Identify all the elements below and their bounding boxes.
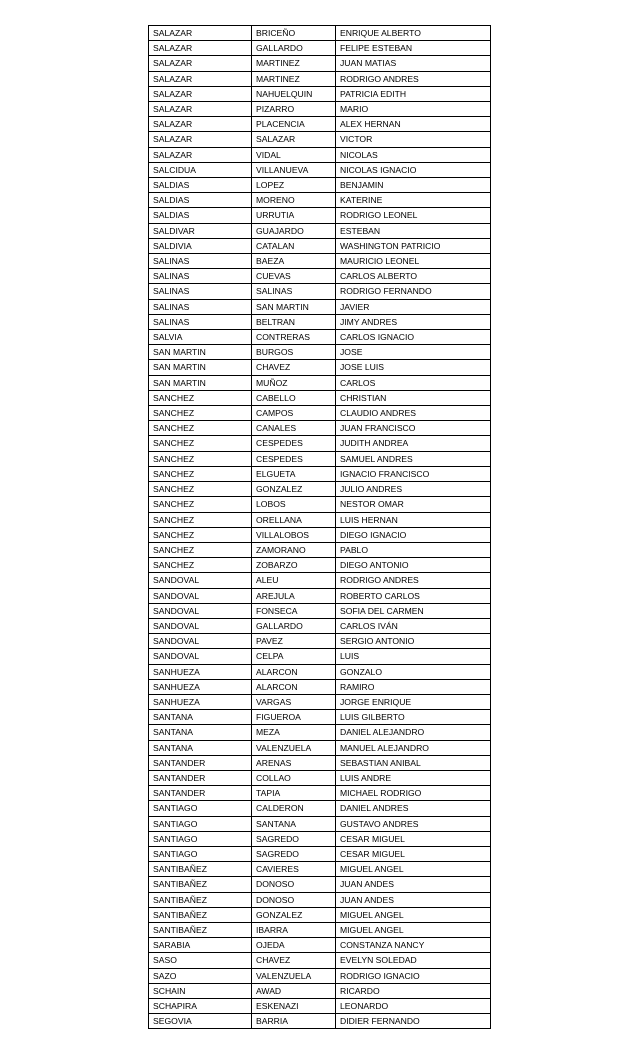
second-surname-cell: SAN MARTIN <box>252 299 336 314</box>
first-surname-cell: SAZO <box>149 968 252 983</box>
given-names-cell: DIEGO ANTONIO <box>336 558 491 573</box>
table-row <box>149 694 491 709</box>
first-surname-cell: SALDIVAR <box>149 223 252 238</box>
second-surname-cell: OJEDA <box>252 938 336 953</box>
given-names-cell: CARLOS IGNACIO <box>336 330 491 345</box>
first-surname-cell: SALAZAR <box>149 26 252 41</box>
second-surname-cell: ESKENAZI <box>252 999 336 1014</box>
given-names-cell: IGNACIO FRANCISCO <box>336 466 491 481</box>
given-names-cell: MAURICIO LEONEL <box>336 254 491 269</box>
table-row <box>149 375 491 390</box>
table-row <box>149 117 491 132</box>
given-names-cell: RODRIGO LEONEL <box>336 208 491 223</box>
first-surname-cell: SANDOVAL <box>149 618 252 633</box>
table-row <box>149 1014 491 1029</box>
given-names-cell: MIGUEL ANGEL <box>336 907 491 922</box>
table-row <box>149 649 491 664</box>
second-surname-cell: SALAZAR <box>252 132 336 147</box>
names-table-body <box>149 26 491 1029</box>
first-surname-cell: SALAZAR <box>149 102 252 117</box>
second-surname-cell: BRICEÑO <box>252 26 336 41</box>
table-row <box>149 406 491 421</box>
first-surname-cell: SALINAS <box>149 299 252 314</box>
first-surname-cell: SANDOVAL <box>149 649 252 664</box>
given-names-cell: MIGUEL ANGEL <box>336 862 491 877</box>
table-row <box>149 497 491 512</box>
first-surname-cell: SANTANDER <box>149 786 252 801</box>
first-surname-cell: SANTIBAÑEZ <box>149 877 252 892</box>
table-row <box>149 588 491 603</box>
second-surname-cell: FIGUEROA <box>252 710 336 725</box>
first-surname-cell: SANDOVAL <box>149 588 252 603</box>
given-names-cell: LUIS GILBERTO <box>336 710 491 725</box>
first-surname-cell: SALVIA <box>149 330 252 345</box>
first-surname-cell: SANCHEZ <box>149 542 252 557</box>
first-surname-cell: SANDOVAL <box>149 573 252 588</box>
given-names-cell: DANIEL ANDRES <box>336 801 491 816</box>
first-surname-cell: SANTIBAÑEZ <box>149 907 252 922</box>
given-names-cell: JUAN FRANCISCO <box>336 421 491 436</box>
given-names-cell: ALEX HERNAN <box>336 117 491 132</box>
second-surname-cell: MEZA <box>252 725 336 740</box>
given-names-cell: JUAN ANDES <box>336 877 491 892</box>
first-surname-cell: SALDIAS <box>149 208 252 223</box>
second-surname-cell: BURGOS <box>252 345 336 360</box>
first-surname-cell: SALAZAR <box>149 41 252 56</box>
table-row <box>149 86 491 101</box>
second-surname-cell: IBARRA <box>252 922 336 937</box>
first-surname-cell: SANTIAGO <box>149 846 252 861</box>
second-surname-cell: VILLANUEVA <box>252 162 336 177</box>
given-names-cell: GUSTAVO ANDRES <box>336 816 491 831</box>
given-names-cell: JOSE LUIS <box>336 360 491 375</box>
second-surname-cell: VILLALOBOS <box>252 527 336 542</box>
table-row <box>149 482 491 497</box>
second-surname-cell: NAHUELQUIN <box>252 86 336 101</box>
given-names-cell: CLAUDIO ANDRES <box>336 406 491 421</box>
given-names-cell: MIGUEL ANGEL <box>336 922 491 937</box>
first-surname-cell: SAN MARTIN <box>149 345 252 360</box>
second-surname-cell: CAMPOS <box>252 406 336 421</box>
first-surname-cell: SANTIAGO <box>149 831 252 846</box>
second-surname-cell: CANALES <box>252 421 336 436</box>
given-names-cell: JUAN ANDES <box>336 892 491 907</box>
given-names-cell: JULIO ANDRES <box>336 482 491 497</box>
first-surname-cell: SANHUEZA <box>149 694 252 709</box>
first-surname-cell: SANTIBAÑEZ <box>149 892 252 907</box>
first-surname-cell: SALCIDUA <box>149 162 252 177</box>
given-names-cell: NICOLAS <box>336 147 491 162</box>
given-names-cell: RODRIGO IGNACIO <box>336 968 491 983</box>
table-row <box>149 208 491 223</box>
given-names-cell: ROBERTO CARLOS <box>336 588 491 603</box>
table-row <box>149 527 491 542</box>
first-surname-cell: SEGOVIA <box>149 1014 252 1029</box>
first-surname-cell: SANCHEZ <box>149 390 252 405</box>
table-row <box>149 603 491 618</box>
table-row <box>149 132 491 147</box>
table-row <box>149 542 491 557</box>
given-names-cell: JAVIER <box>336 299 491 314</box>
first-surname-cell: SANTANDER <box>149 770 252 785</box>
second-surname-cell: CHAVEZ <box>252 360 336 375</box>
first-surname-cell: SALINAS <box>149 254 252 269</box>
table-row <box>149 102 491 117</box>
given-names-cell: DIDIER FERNANDO <box>336 1014 491 1029</box>
second-surname-cell: CESPEDES <box>252 436 336 451</box>
table-row <box>149 284 491 299</box>
first-surname-cell: SANCHEZ <box>149 406 252 421</box>
second-surname-cell: SAGREDO <box>252 831 336 846</box>
second-surname-cell: COLLAO <box>252 770 336 785</box>
second-surname-cell: ZOBARZO <box>252 558 336 573</box>
given-names-cell: ENRIQUE ALBERTO <box>336 26 491 41</box>
table-row <box>149 953 491 968</box>
table-row <box>149 999 491 1014</box>
second-surname-cell: GALLARDO <box>252 618 336 633</box>
given-names-cell: VICTOR <box>336 132 491 147</box>
first-surname-cell: SALDIAS <box>149 193 252 208</box>
given-names-cell: CARLOS ALBERTO <box>336 269 491 284</box>
second-surname-cell: AREJULA <box>252 588 336 603</box>
given-names-cell: JOSE <box>336 345 491 360</box>
first-surname-cell: SARABIA <box>149 938 252 953</box>
given-names-cell: CESAR MIGUEL <box>336 831 491 846</box>
second-surname-cell: BELTRAN <box>252 314 336 329</box>
table-row <box>149 679 491 694</box>
given-names-cell: LUIS HERNAN <box>336 512 491 527</box>
given-names-cell: LEONARDO <box>336 999 491 1014</box>
table-row <box>149 147 491 162</box>
table-row <box>149 451 491 466</box>
first-surname-cell: SANCHEZ <box>149 558 252 573</box>
second-surname-cell: CABELLO <box>252 390 336 405</box>
first-surname-cell: SALAZAR <box>149 86 252 101</box>
first-surname-cell: SANTANA <box>149 740 252 755</box>
first-surname-cell: SANTIAGO <box>149 816 252 831</box>
table-row <box>149 573 491 588</box>
second-surname-cell: MORENO <box>252 193 336 208</box>
table-row <box>149 269 491 284</box>
first-surname-cell: SALAZAR <box>149 132 252 147</box>
given-names-cell: JIMY ANDRES <box>336 314 491 329</box>
second-surname-cell: LOBOS <box>252 497 336 512</box>
table-row <box>149 254 491 269</box>
table-row <box>149 238 491 253</box>
table-row <box>149 26 491 41</box>
second-surname-cell: CESPEDES <box>252 451 336 466</box>
table-row <box>149 421 491 436</box>
first-surname-cell: SAN MARTIN <box>149 375 252 390</box>
given-names-cell: RODRIGO ANDRES <box>336 573 491 588</box>
given-names-cell: RODRIGO ANDRES <box>336 71 491 86</box>
second-surname-cell: SALINAS <box>252 284 336 299</box>
second-surname-cell: PIZARRO <box>252 102 336 117</box>
second-surname-cell: VALENZUELA <box>252 968 336 983</box>
second-surname-cell: GONZALEZ <box>252 907 336 922</box>
given-names-cell: CARLOS IVÁN <box>336 618 491 633</box>
given-names-cell: RAMIRO <box>336 679 491 694</box>
given-names-cell: NESTOR OMAR <box>336 497 491 512</box>
table-row <box>149 178 491 193</box>
first-surname-cell: SALAZAR <box>149 56 252 71</box>
second-surname-cell: MARTINEZ <box>252 71 336 86</box>
first-surname-cell: SCHAPIRA <box>149 999 252 1014</box>
table-row <box>149 193 491 208</box>
given-names-cell: CARLOS <box>336 375 491 390</box>
first-surname-cell: SALINAS <box>149 284 252 299</box>
given-names-cell: CONSTANZA NANCY <box>336 938 491 953</box>
second-surname-cell: URRUTIA <box>252 208 336 223</box>
given-names-cell: MANUEL ALEJANDRO <box>336 740 491 755</box>
table-row <box>149 786 491 801</box>
given-names-cell: MARIO <box>336 102 491 117</box>
given-names-cell: LUIS ANDRE <box>336 770 491 785</box>
given-names-cell: WASHINGTON PATRICIO <box>336 238 491 253</box>
second-surname-cell: ELGUETA <box>252 466 336 481</box>
first-surname-cell: SANTANA <box>149 725 252 740</box>
first-surname-cell: SANCHEZ <box>149 436 252 451</box>
second-surname-cell: ORELLANA <box>252 512 336 527</box>
second-surname-cell: ZAMORANO <box>252 542 336 557</box>
first-surname-cell: SANTIBAÑEZ <box>149 922 252 937</box>
first-surname-cell: SALINAS <box>149 314 252 329</box>
given-names-cell: LUIS <box>336 649 491 664</box>
first-surname-cell: SANCHEZ <box>149 466 252 481</box>
table-row <box>149 938 491 953</box>
given-names-cell: BENJAMIN <box>336 178 491 193</box>
second-surname-cell: CATALAN <box>252 238 336 253</box>
given-names-cell: SAMUEL ANDRES <box>336 451 491 466</box>
given-names-cell: RODRIGO FERNANDO <box>336 284 491 299</box>
table-row <box>149 299 491 314</box>
second-surname-cell: PLACENCIA <box>252 117 336 132</box>
second-surname-cell: MARTINEZ <box>252 56 336 71</box>
given-names-cell: CHRISTIAN <box>336 390 491 405</box>
first-surname-cell: SANHUEZA <box>149 679 252 694</box>
table-row <box>149 56 491 71</box>
second-surname-cell: MUÑOZ <box>252 375 336 390</box>
table-row <box>149 664 491 679</box>
given-names-cell: NICOLAS IGNACIO <box>336 162 491 177</box>
second-surname-cell: BARRIA <box>252 1014 336 1029</box>
second-surname-cell: GONZALEZ <box>252 482 336 497</box>
table-row <box>149 634 491 649</box>
first-surname-cell: SALAZAR <box>149 117 252 132</box>
table-row <box>149 740 491 755</box>
table-row <box>149 314 491 329</box>
table-row <box>149 466 491 481</box>
table-row <box>149 558 491 573</box>
table-row <box>149 755 491 770</box>
table-row <box>149 770 491 785</box>
second-surname-cell: BAEZA <box>252 254 336 269</box>
given-names-cell: GONZALO <box>336 664 491 679</box>
second-surname-cell: ALARCON <box>252 664 336 679</box>
first-surname-cell: SAN MARTIN <box>149 360 252 375</box>
given-names-cell: JUDITH ANDREA <box>336 436 491 451</box>
second-surname-cell: FONSECA <box>252 603 336 618</box>
first-surname-cell: SANCHEZ <box>149 497 252 512</box>
first-surname-cell: SANCHEZ <box>149 451 252 466</box>
second-surname-cell: ARENAS <box>252 755 336 770</box>
second-surname-cell: VALENZUELA <box>252 740 336 755</box>
first-surname-cell: SCHAIN <box>149 983 252 998</box>
names-table <box>148 25 491 1029</box>
given-names-cell: JORGE ENRIQUE <box>336 694 491 709</box>
table-row <box>149 330 491 345</box>
given-names-cell: SOFIA DEL CARMEN <box>336 603 491 618</box>
table-row <box>149 223 491 238</box>
given-names-cell: DANIEL ALEJANDRO <box>336 725 491 740</box>
second-surname-cell: CELPA <box>252 649 336 664</box>
given-names-cell: RICARDO <box>336 983 491 998</box>
second-surname-cell: GALLARDO <box>252 41 336 56</box>
given-names-cell: SEBASTIAN ANIBAL <box>336 755 491 770</box>
first-surname-cell: SALDIVIA <box>149 238 252 253</box>
second-surname-cell: PAVEZ <box>252 634 336 649</box>
first-surname-cell: SANTIBAÑEZ <box>149 862 252 877</box>
second-surname-cell: VIDAL <box>252 147 336 162</box>
second-surname-cell: CONTRERAS <box>252 330 336 345</box>
table-row <box>149 390 491 405</box>
first-surname-cell: SANTIAGO <box>149 801 252 816</box>
first-surname-cell: SASO <box>149 953 252 968</box>
given-names-cell: PABLO <box>336 542 491 557</box>
table-row <box>149 512 491 527</box>
table-row <box>149 862 491 877</box>
first-surname-cell: SANCHEZ <box>149 512 252 527</box>
first-surname-cell: SANDOVAL <box>149 603 252 618</box>
table-row <box>149 41 491 56</box>
table-row <box>149 345 491 360</box>
second-surname-cell: SAGREDO <box>252 846 336 861</box>
table-row <box>149 831 491 846</box>
first-surname-cell: SALINAS <box>149 269 252 284</box>
table-row <box>149 162 491 177</box>
table-row <box>149 877 491 892</box>
second-surname-cell: TAPIA <box>252 786 336 801</box>
first-surname-cell: SANTANDER <box>149 755 252 770</box>
second-surname-cell: SANTANA <box>252 816 336 831</box>
first-surname-cell: SANCHEZ <box>149 527 252 542</box>
table-row <box>149 801 491 816</box>
second-surname-cell: CAVIERES <box>252 862 336 877</box>
second-surname-cell: AWAD <box>252 983 336 998</box>
table-row <box>149 983 491 998</box>
first-surname-cell: SANTANA <box>149 710 252 725</box>
first-surname-cell: SANHUEZA <box>149 664 252 679</box>
given-names-cell: JUAN MATIAS <box>336 56 491 71</box>
given-names-cell: ESTEBAN <box>336 223 491 238</box>
second-surname-cell: GUAJARDO <box>252 223 336 238</box>
table-row <box>149 846 491 861</box>
first-surname-cell: SALDIAS <box>149 178 252 193</box>
given-names-cell: SERGIO ANTONIO <box>336 634 491 649</box>
first-surname-cell: SALAZAR <box>149 147 252 162</box>
first-surname-cell: SANDOVAL <box>149 634 252 649</box>
second-surname-cell: DONOSO <box>252 877 336 892</box>
given-names-cell: DIEGO IGNACIO <box>336 527 491 542</box>
first-surname-cell: SANCHEZ <box>149 421 252 436</box>
second-surname-cell: DONOSO <box>252 892 336 907</box>
table-row <box>149 725 491 740</box>
table-row <box>149 922 491 937</box>
second-surname-cell: VARGAS <box>252 694 336 709</box>
table-row <box>149 816 491 831</box>
second-surname-cell: ALEU <box>252 573 336 588</box>
table-row <box>149 71 491 86</box>
given-names-cell: EVELYN SOLEDAD <box>336 953 491 968</box>
second-surname-cell: ALARCON <box>252 679 336 694</box>
second-surname-cell: LOPEZ <box>252 178 336 193</box>
given-names-cell: MICHAEL RODRIGO <box>336 786 491 801</box>
table-row <box>149 710 491 725</box>
given-names-cell: KATERINE <box>336 193 491 208</box>
table-row <box>149 907 491 922</box>
second-surname-cell: CALDERON <box>252 801 336 816</box>
given-names-cell: FELIPE ESTEBAN <box>336 41 491 56</box>
given-names-cell: CESAR MIGUEL <box>336 846 491 861</box>
second-surname-cell: CUEVAS <box>252 269 336 284</box>
table-row <box>149 892 491 907</box>
table-row <box>149 436 491 451</box>
second-surname-cell: CHAVEZ <box>252 953 336 968</box>
table-row <box>149 968 491 983</box>
first-surname-cell: SALAZAR <box>149 71 252 86</box>
first-surname-cell: SANCHEZ <box>149 482 252 497</box>
table-row <box>149 618 491 633</box>
table-row <box>149 360 491 375</box>
given-names-cell: PATRICIA EDITH <box>336 86 491 101</box>
